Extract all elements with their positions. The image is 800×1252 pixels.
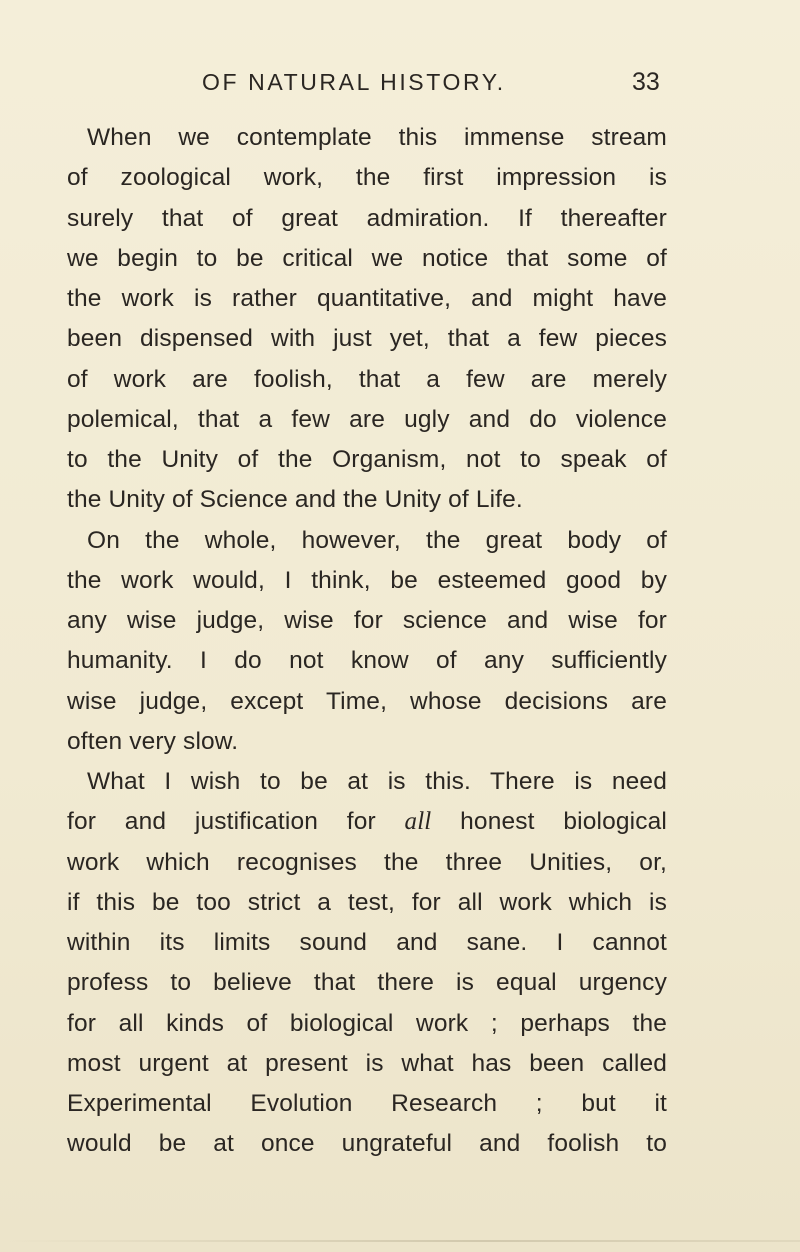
text-line: wise judge, except Time, whose decisions are — [67, 687, 667, 715]
text-line: the Unity of Science and the Unity of Life. — [67, 486, 523, 514]
text-line: to the Unity of the Organism, not to speak of — [67, 446, 667, 473]
text-segment: honest biological — [431, 808, 667, 836]
text-line: Experimental Evolution Research ; but it — [67, 1090, 667, 1117]
italic-word: all — [404, 808, 432, 836]
text-line: we begin to be critical we notice that some of — [67, 244, 667, 272]
text-line: On the whole, however, the great body of — [87, 526, 667, 554]
text-line: What I wish to be at is this. There is need — [87, 768, 667, 795]
text-line: most urgent at present is what has been called — [67, 1049, 667, 1077]
text-line: any wise judge, wise for science and wise for — [67, 607, 667, 634]
text-segment: for and justification for — [67, 808, 405, 836]
text-line-with-italic — [67, 802, 667, 842]
page-number: 33 — [632, 68, 660, 96]
text-line: humanity. I do not know of any sufficiently — [67, 647, 667, 675]
text-line: work which recognises the three Unities, or, — [67, 848, 667, 876]
text-line: if this be too strict a test, for all work which is — [67, 888, 667, 916]
text-line: for all kinds of biological work ; perhaps the — [67, 1009, 667, 1037]
running-title: OF NATURAL HISTORY. — [202, 69, 506, 95]
text-line: the work would, I think, be esteemed good by — [67, 566, 667, 594]
text-line: When we contemplate this immense stream — [87, 124, 667, 151]
body-text — [67, 118, 667, 1165]
text-line: would be at once ungrateful and foolish to — [67, 1130, 667, 1158]
text-line: the work is rather quantitative, and might have — [67, 285, 667, 312]
page-bottom-edge — [0, 1240, 800, 1242]
text-line: been dispensed with just yet, that a few pieces — [67, 325, 667, 353]
text-line: profess to believe that there is equal urgency — [67, 969, 667, 997]
text-line: surely that of great admiration. If thereafter — [67, 204, 667, 232]
text-line: within its limits sound and sane. I cannot — [67, 929, 667, 956]
text-line: often very slow. — [67, 727, 239, 755]
text-line: polemical, that a few are ugly and do violence — [67, 405, 667, 433]
text-line: of work are foolish, that a few are merely — [67, 365, 667, 393]
running-head — [0, 62, 800, 102]
text-line: of zoological work, the first impression is — [67, 164, 667, 192]
